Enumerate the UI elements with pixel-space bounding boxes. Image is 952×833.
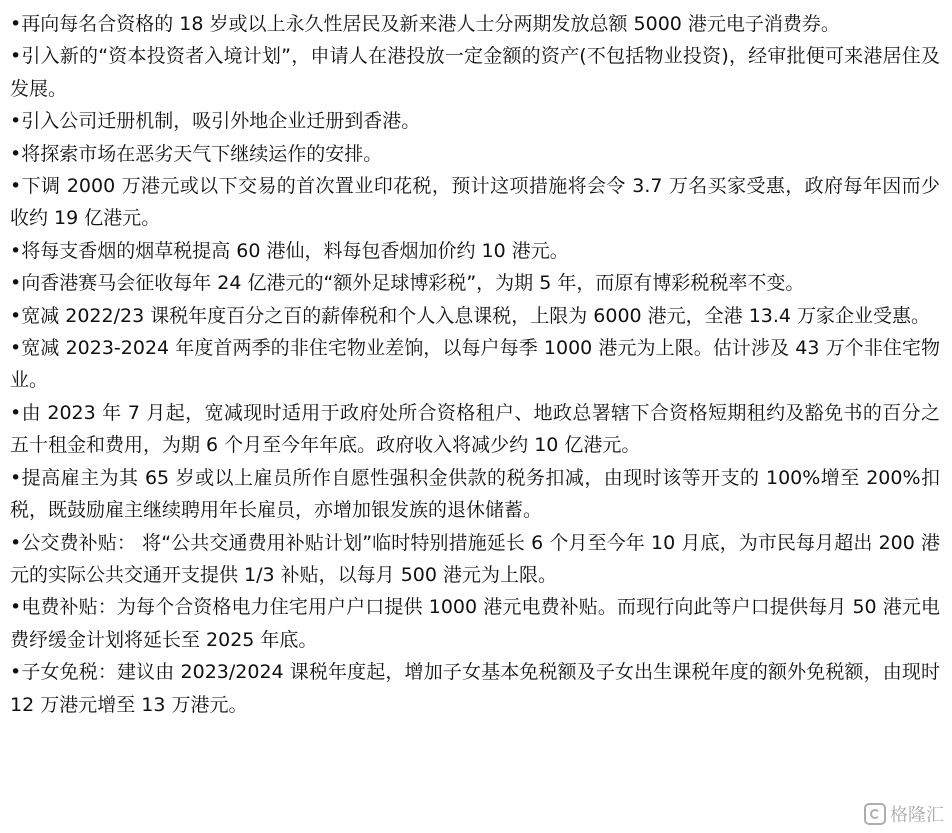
list-item — [10, 527, 940, 592]
list-item — [10, 267, 940, 299]
gelonghui-logo-icon — [864, 803, 886, 825]
bullet-mark: • — [10, 45, 22, 68]
list-item — [10, 462, 940, 527]
list-item — [10, 332, 940, 397]
list-item-text: 宽减 2022/23 课税年度百分之百的薪俸税和个人入息课税，上限为 6000 港元，全港 13.4 万家企业受惠。 — [21, 304, 931, 327]
list-item-text: 子女免税：建议由 2023/2024 课税年度起，增加子女基本免税额及子女出生课税年度的额外免税额，由现时 12 万港元增至 13 万港元。 — [10, 661, 940, 716]
bullet-mark: • — [10, 142, 22, 165]
bullet-mark: • — [10, 596, 22, 619]
list-item-text: 由 2023 年 7 月起，宽减现时适用于政府处所合资格租户、地政总署辖下合资格短期租约及豁免书的百分之五十租金和费用，为期 6 个月至今年年底。政府收入将减少约 10 亿港元。 — [10, 401, 940, 457]
list-item-text: 引入新的“资本投资者入境计划”，申请人在港投放一定金额的资产(不包括物业投资)，经审批便可来港居住及发展。 — [10, 45, 940, 100]
bullet-mark: • — [10, 337, 22, 360]
watermark-text: 格隆汇 — [890, 805, 944, 826]
list-item-text: 向香港赛马会征收每年 24 亿港元的“额外足球博彩税”，为期 5 年，而原有博彩税税率不变。 — [21, 272, 805, 295]
list-item — [10, 40, 940, 105]
watermark — [864, 801, 944, 827]
bullet-mark: • — [10, 239, 22, 262]
list-item-text: 下调 2000 万港元或以下交易的首次置业印花税，预计这项措施将会令 3.7 万名买家受惠，政府每年因而少收约 19 亿港元。 — [10, 175, 940, 230]
list-item — [10, 8, 940, 40]
list-item-text: 宽减 2023-2024 年度首两季的非住宅物业差饷，以每户每季 1000 港元为上限。估计涉及 43 万个非住宅物业。 — [10, 337, 940, 392]
list-item — [10, 656, 940, 721]
list-item — [10, 105, 940, 137]
list-item-text: 电费补贴：为每个合资格电力住宅用户户口提供 1000 港元电费补贴。而现行向此等户口提供每月 50 港元电费纾缓金计划将延长至 2025 年底。 — [10, 596, 940, 651]
list-item — [10, 235, 940, 267]
list-item-text: 公交费补贴： 将“公共交通费用补贴计划”临时特别措施延长 6 个月至今年 10 月底，为市民每月超出 200 港元的实际公共交通开支提供 1/3 补贴，以每月 500 港元为上限。 — [10, 531, 940, 586]
bullet-mark: • — [10, 175, 22, 198]
list-item — [10, 397, 940, 462]
list-item — [10, 591, 940, 656]
list-item — [10, 170, 940, 235]
list-item-text: 引入公司迁册机制，吸引外地企业迁册到香港。 — [21, 110, 421, 133]
policy-bullet-list — [10, 8, 940, 721]
bullet-mark: • — [10, 531, 22, 554]
bullet-mark: • — [10, 661, 22, 684]
bullet-mark: • — [10, 401, 22, 424]
list-item-text: 将探索市场在恶劣天气下继续运作的安排。 — [21, 142, 383, 165]
list-item-text: 提高雇主为其 65 岁或以上雇员所作自愿性强积金供款的税务扣减，由现时该等开支的 100%增至 200%扣税，既鼓励雇主继续聘用年长雇员，亦增加银发族的退休储蓄。 — [10, 466, 940, 522]
bullet-mark: • — [10, 13, 22, 35]
list-item — [10, 300, 940, 332]
bullet-mark: • — [10, 272, 22, 295]
bullet-mark: • — [10, 466, 22, 489]
list-item-text: 再向每名合资格的 18 岁或以上永久性居民及新来港人士分两期发放总额 5000 港元电子消费券。 — [21, 13, 840, 35]
bullet-mark: • — [10, 110, 22, 133]
bullet-mark: • — [10, 304, 22, 327]
list-item — [10, 138, 940, 170]
list-item-text: 将每支香烟的烟草税提高 60 港仙，料每包香烟加价约 10 港元。 — [21, 239, 569, 262]
